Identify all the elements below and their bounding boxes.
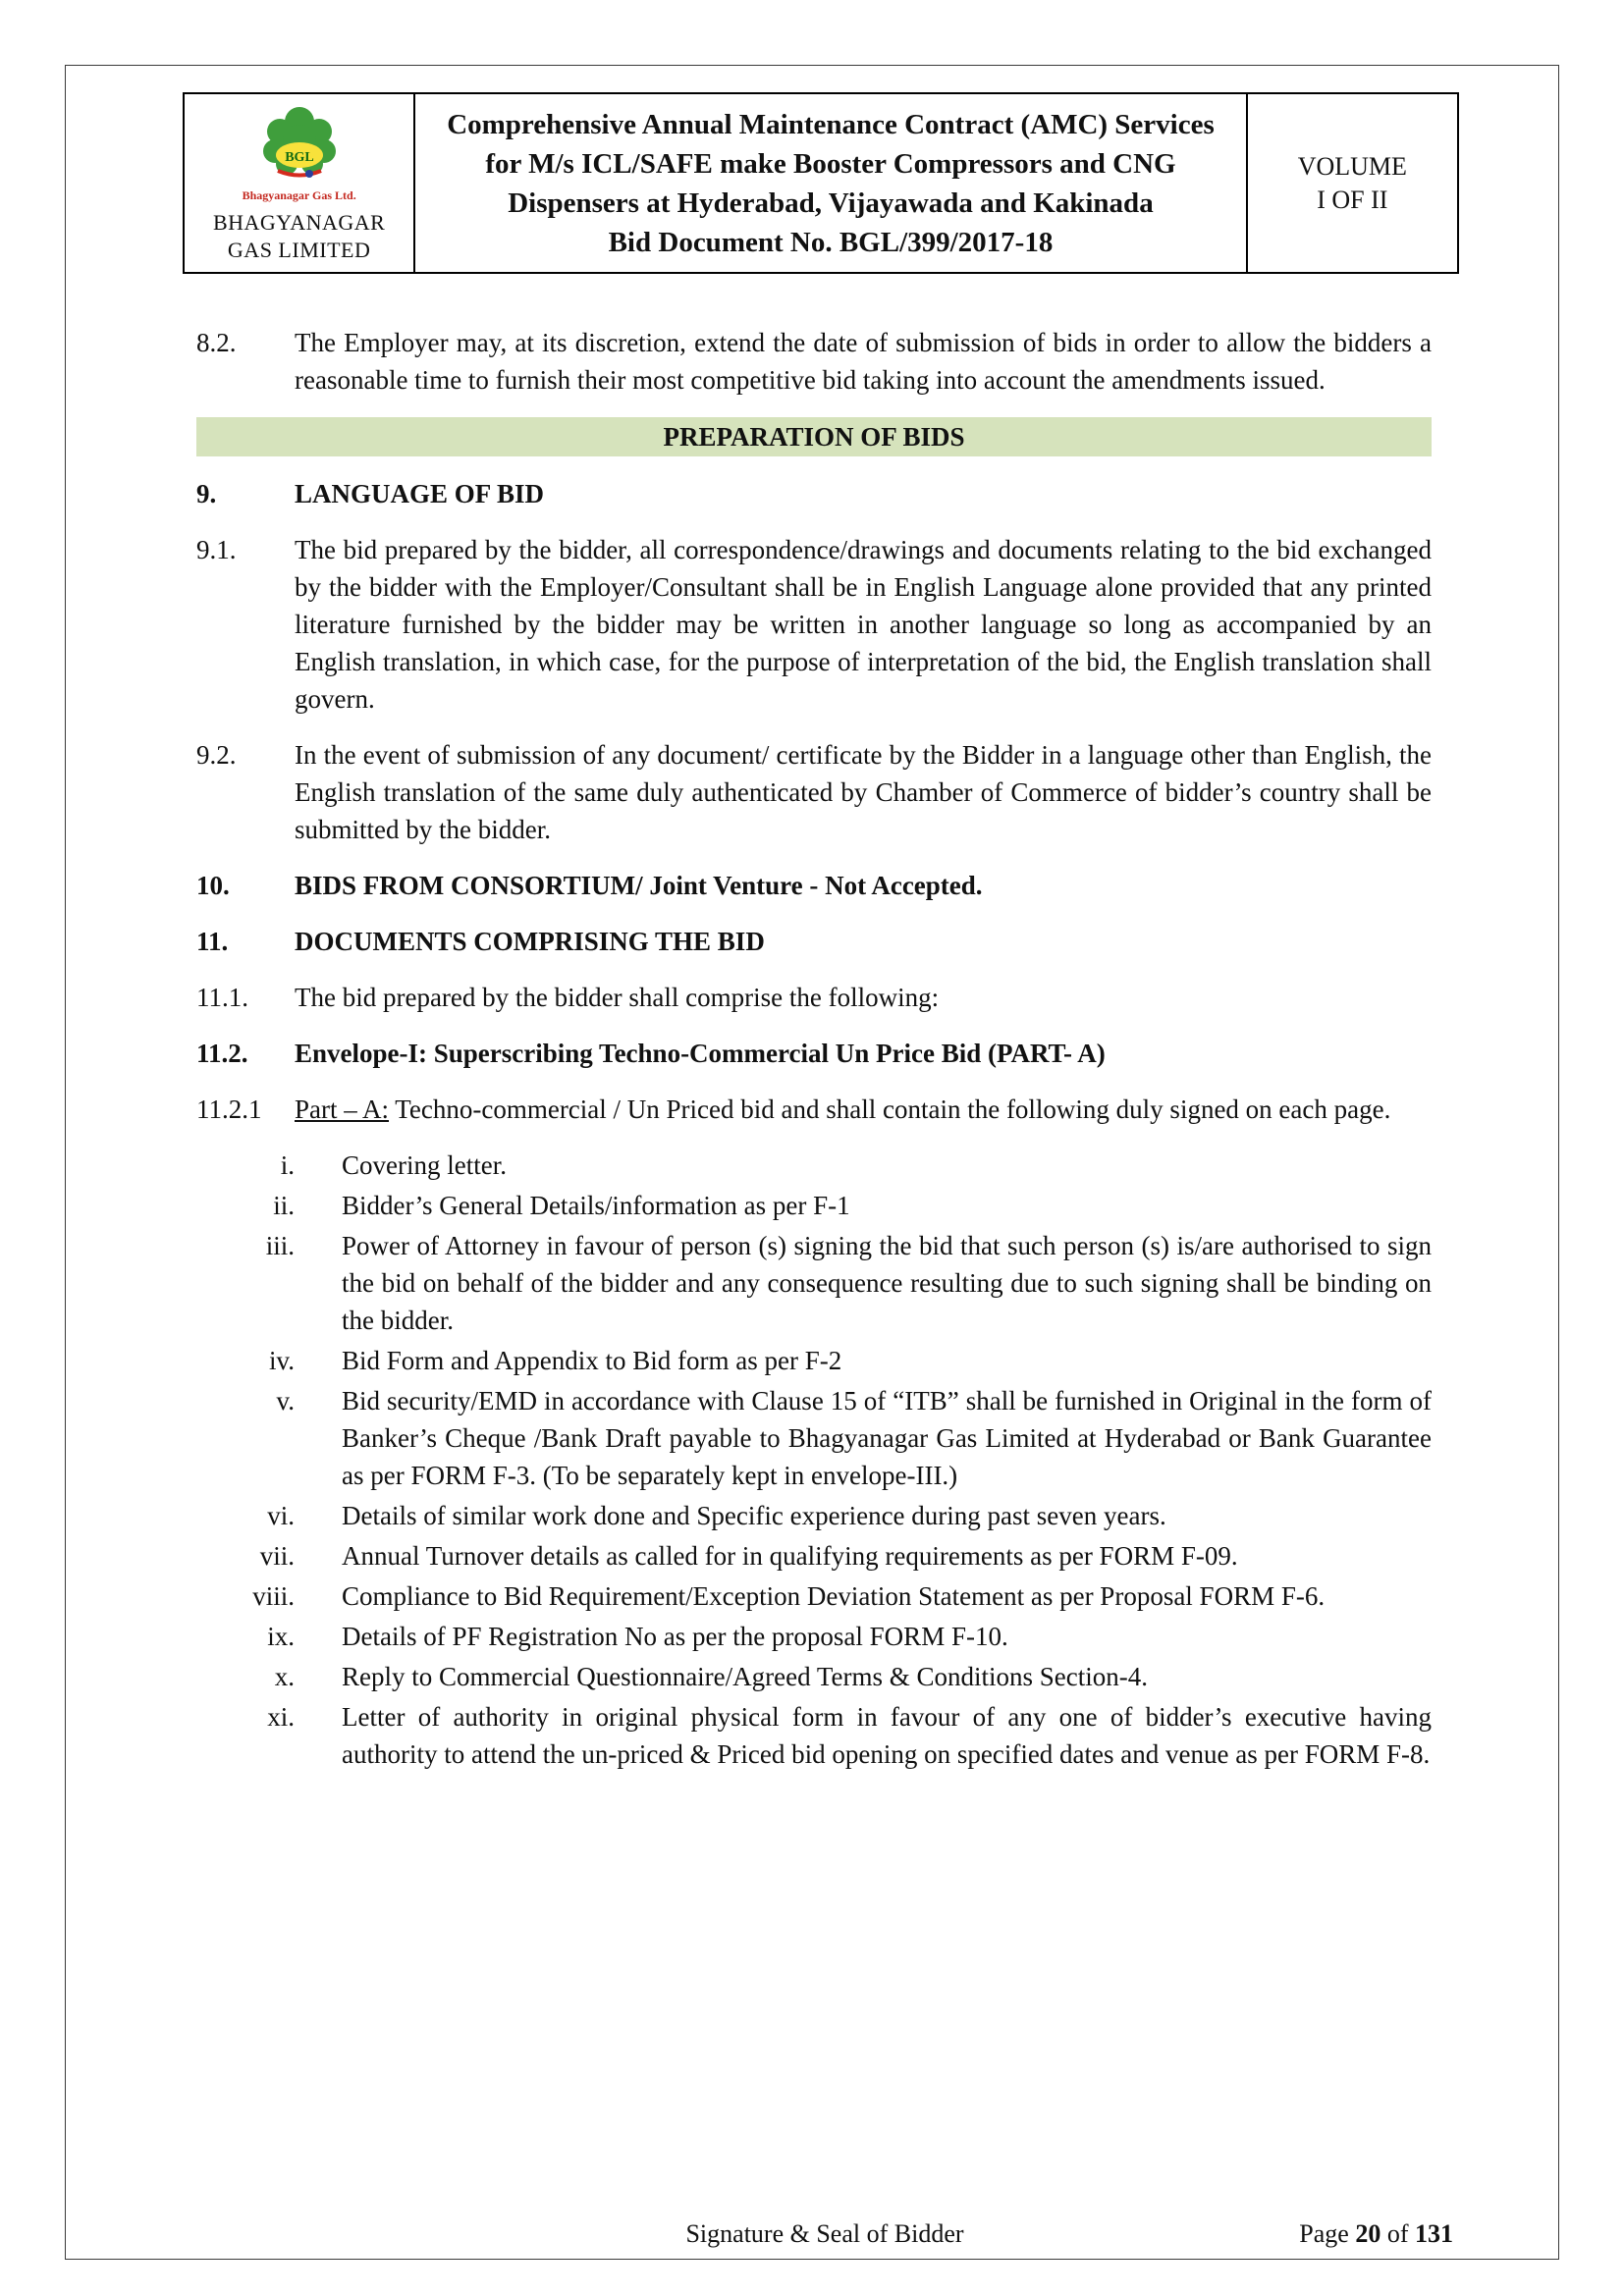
org-name-line2: GAS LIMITED bbox=[227, 238, 371, 262]
clause-text-rest: Techno-commercial / Un Priced bid and shall contain the following duly signed on each page. bbox=[389, 1095, 1391, 1124]
list-item-text: Bid security/EMD in accordance with Clause 15 of “ITB” shall be furnished in Original in the form of Banker’s Cheque /Bank Draft payable to Bhagyanagar Gas Limited at Hyderabad or Bank Guarantee as per FORM F-3. (To be separately kept in envelope-III.) bbox=[342, 1386, 1432, 1490]
list-item-text: Reply to Commercial Questionnaire/Agreed Terms & Conditions Section-4. bbox=[342, 1662, 1148, 1691]
clause-11-2-1 bbox=[196, 1091, 1432, 1128]
list-item-number: iii. bbox=[265, 1231, 295, 1260]
page-total: 131 bbox=[1415, 2219, 1453, 2248]
volume-cell bbox=[1248, 94, 1457, 272]
of-label: of bbox=[1386, 2219, 1409, 2248]
signature-line: Signature & Seal of Bidder bbox=[685, 2219, 964, 2248]
clause-text: The Employer may, at its discretion, extend the date of submission of bids in order to allow the bidders a reasonable time to furnish their most competitive bid taking into account the amendments issued. bbox=[295, 328, 1432, 395]
clause-9-1 bbox=[196, 531, 1432, 718]
clause-heading: BIDS FROM CONSORTIUM/ Joint Venture - Not Accepted. bbox=[295, 871, 983, 900]
list-item-ii bbox=[196, 1187, 1432, 1224]
bgl-logo-icon bbox=[250, 102, 349, 192]
page-footer bbox=[196, 2219, 1453, 2249]
clause-9-2 bbox=[196, 736, 1432, 848]
list-item-text: Bidder’s General Details/information as per F-1 bbox=[342, 1191, 850, 1220]
list-item-text: Details of similar work done and Specific experience during past seven years. bbox=[342, 1501, 1166, 1530]
clause-text bbox=[295, 1091, 1432, 1128]
list-item-xi bbox=[196, 1698, 1432, 1773]
logo-subtext: Bhagyanagar Gas Ltd. bbox=[242, 188, 356, 202]
list-item-text: Power of Attorney in favour of person (s) signing the bid that such person (s) is/are authorised to sign the bid on behalf of the bidder and any consequence resulting due to such signing shall be binding on the bidder. bbox=[342, 1231, 1432, 1335]
org-name bbox=[213, 209, 385, 264]
list-item-number: vii. bbox=[259, 1541, 295, 1571]
document-body bbox=[196, 324, 1432, 1776]
clause-number: 9.1. bbox=[196, 535, 237, 564]
org-name-line1: BHAGYANAGAR bbox=[212, 210, 386, 235]
clause-heading: Envelope-I: Superscribing Techno-Commercial Un Price Bid (PART- A) bbox=[295, 1039, 1106, 1068]
bid-document-number: Bid Document No. BGL/399/2017-18 bbox=[608, 226, 1054, 258]
clause-11-1 bbox=[196, 979, 1432, 1016]
clause-number: 11. bbox=[196, 927, 229, 956]
clause-heading: DOCUMENTS COMPRISING THE BID bbox=[295, 927, 765, 956]
list-item-number: i. bbox=[280, 1150, 295, 1180]
clause-number: 11.1. bbox=[196, 983, 248, 1012]
clause-heading: LANGUAGE OF BID bbox=[295, 479, 545, 508]
list-item-number: ii. bbox=[273, 1191, 295, 1220]
clause-number: 9.2. bbox=[196, 740, 237, 770]
page-current: 20 bbox=[1355, 2219, 1381, 2248]
list-item-x bbox=[196, 1658, 1432, 1695]
list-item-number: x. bbox=[274, 1662, 295, 1691]
clause-number: 11.2. bbox=[196, 1039, 248, 1068]
list-item-vi bbox=[196, 1497, 1432, 1534]
list-item-vii bbox=[196, 1537, 1432, 1575]
list-item-text: Annual Turnover details as called for in qualifying requirements as per FORM F-09. bbox=[342, 1541, 1238, 1571]
clause-number: 10. bbox=[196, 871, 230, 900]
svg-text:BGL: BGL bbox=[284, 150, 314, 165]
clause-number: 8.2. bbox=[196, 328, 237, 357]
list-item-viii bbox=[196, 1577, 1432, 1615]
list-item-number: viii. bbox=[252, 1581, 295, 1611]
part-a-label: Part – A: bbox=[295, 1095, 390, 1124]
section-banner: PREPARATION OF BIDS bbox=[196, 417, 1432, 456]
clause-9 bbox=[196, 475, 1432, 512]
list-item-number: ix. bbox=[267, 1622, 295, 1651]
clause-11-2 bbox=[196, 1035, 1432, 1072]
list-item-number: vi. bbox=[267, 1501, 295, 1530]
list-item-number: iv. bbox=[269, 1346, 295, 1375]
list-item-iii bbox=[196, 1227, 1432, 1339]
list-item-text: Bid Form and Appendix to Bid form as per F-2 bbox=[342, 1346, 842, 1375]
clause-text: The bid prepared by the bidder shall comprise the following: bbox=[295, 983, 940, 1012]
list-item-number: v. bbox=[276, 1386, 295, 1415]
volume-line1: VOLUME bbox=[1297, 151, 1407, 181]
list-item-ix bbox=[196, 1618, 1432, 1655]
page-number bbox=[964, 2219, 1453, 2249]
clause-number: 11.2.1 bbox=[196, 1095, 262, 1124]
list-item-i bbox=[196, 1147, 1432, 1184]
list-item-iv bbox=[196, 1342, 1432, 1379]
clause-text: The bid prepared by the bidder, all correspondence/drawings and documents relating to the bid exchanged by the bidder with the Employer/Consultant shall be in English Language alone provided that any printed literature furnished by the bidder may be written in another language so long as accompanied by an English translation, in which case, for the purpose of interpretation of the bid, the English translation shall govern. bbox=[295, 535, 1432, 714]
clause-11 bbox=[196, 923, 1432, 960]
clause-text: In the event of submission of any document/ certificate by the Bidder in a language other than English, the English translation of the same duly authenticated by Chamber of Commerce of bidder’s country shall be submitted by the bidder. bbox=[295, 740, 1432, 844]
clause-number: 9. bbox=[196, 479, 217, 508]
list-item-text: Covering letter. bbox=[342, 1150, 507, 1180]
list-item-text: Details of PF Registration No as per the proposal FORM F-10. bbox=[342, 1622, 1008, 1651]
page-label: Page bbox=[1299, 2219, 1349, 2248]
list-item-v bbox=[196, 1382, 1432, 1494]
document-title: Comprehensive Annual Maintenance Contract (AMC) Services for M/s ICL/SAFE make Booster Compressors and CNG Dispensers at Hyderabad, Vijayawada and Kakinada bbox=[447, 108, 1215, 219]
volume-line2: I OF II bbox=[1317, 185, 1388, 214]
clause-8-2 bbox=[196, 324, 1432, 399]
logo-cell bbox=[185, 94, 415, 272]
clause-10 bbox=[196, 867, 1432, 904]
list-item-number: xi. bbox=[267, 1702, 295, 1732]
title-cell bbox=[415, 94, 1247, 272]
list-item-text: Compliance to Bid Requirement/Exception Deviation Statement as per Proposal FORM F-6. bbox=[342, 1581, 1326, 1611]
list-item-text: Letter of authority in original physical form in favour of any one of bidder’s executive having authority to attend the un-priced & Priced bid opening on specified dates and venue as per FORM F-8. bbox=[342, 1702, 1432, 1769]
header-table bbox=[183, 92, 1459, 274]
